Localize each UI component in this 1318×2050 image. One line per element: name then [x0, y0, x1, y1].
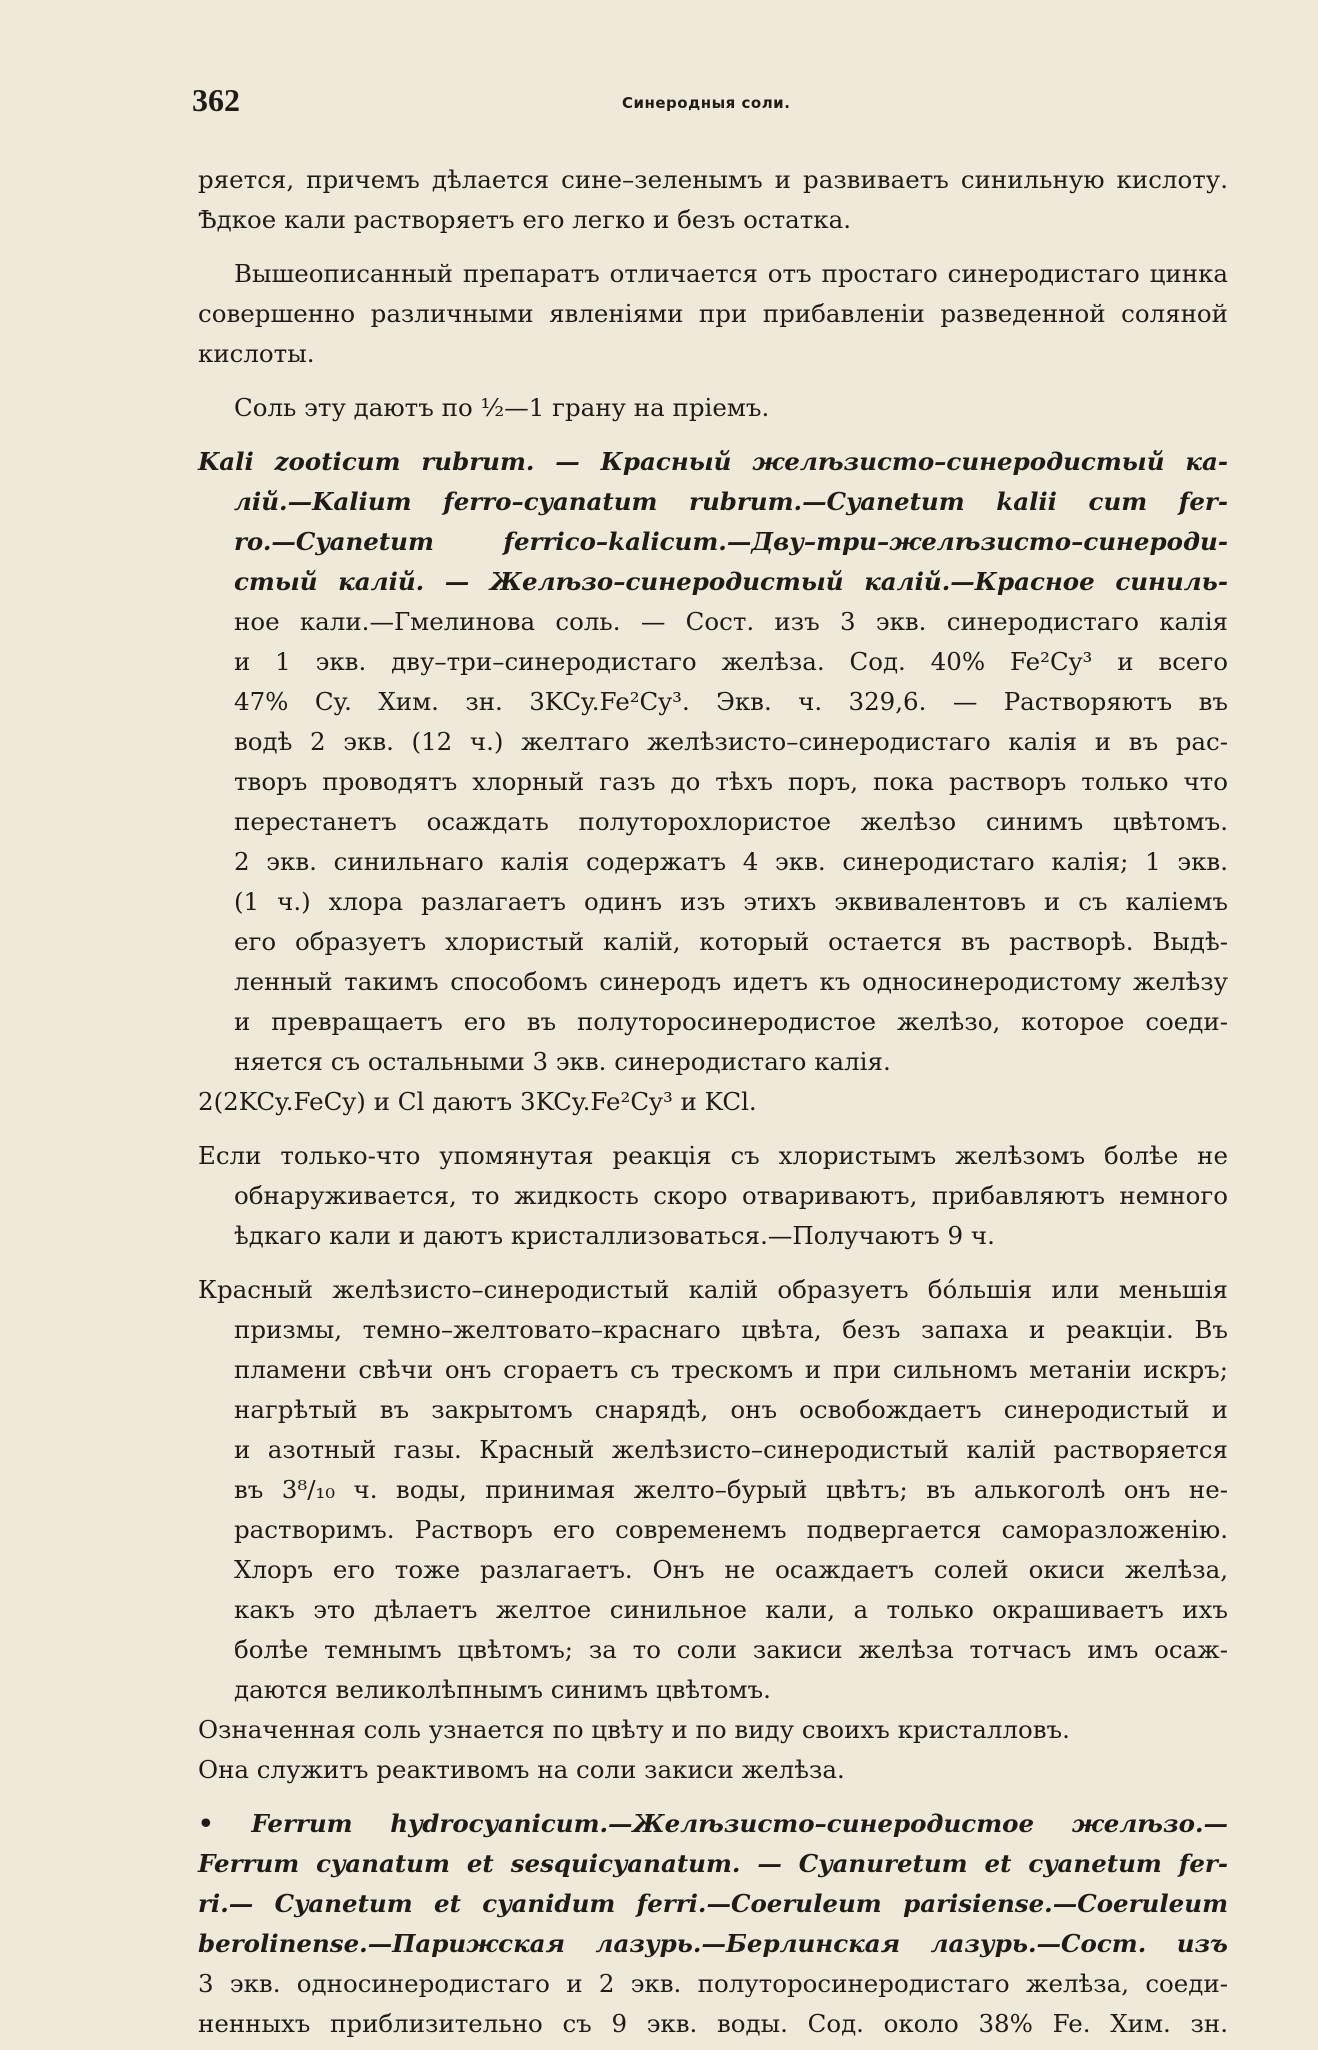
entry-heading-line: berolinense.—Парижская лазурь.—Берлинская лазурь.—Сост. изъ	[198, 1929, 1228, 1958]
text-line: нагрѣтый въ закрытомъ снарядѣ, онъ освобождаетъ синеродистый и	[234, 1395, 1228, 1424]
text-line: его образуетъ хлористый калій, который остается въ растворѣ. Выдѣ-	[234, 927, 1228, 956]
text-line: кислоты.	[198, 339, 315, 368]
text-line: совершенно различными явленіями при прибавленіи разведенной соляной	[198, 299, 1228, 328]
entry-heading-line: Kali zooticum rubrum. — Красный желѣзисто–синеродистый ка-	[198, 447, 1228, 476]
paragraph-1	[198, 160, 1228, 240]
text-line: ряется, причемъ дѣлается сине–зеленымъ и развиваетъ синильную кислоту.	[198, 165, 1228, 194]
paragraph-7	[198, 1750, 1228, 1790]
text-line: Она служитъ реактивомъ на соли закиси желѣза.	[198, 1755, 845, 1784]
entry-heading-line: • Ferrum hydrocyanicum.—Желѣзисто–синеродистое желѣзо.—	[198, 1809, 1228, 1838]
text-line: 3 экв. односинеродистаго и 2 экв. полуторосинеродистаго желѣза, соеди-	[198, 1969, 1228, 1998]
text-line: 2 экв. синильнаго калія содержатъ 4 экв. синеродистаго калія; 1 экв.	[234, 847, 1228, 876]
text-line: и азотный газы. Красный желѣзисто–синеродистый калій растворяется	[234, 1435, 1228, 1464]
text-line: призмы, темно–желтовато–краснаго цвѣта, безъ запаха и реакціи. Въ	[234, 1315, 1228, 1344]
text-line: Хлоръ его тоже разлагаетъ. Онъ не осаждаетъ солей окиси желѣза,	[234, 1555, 1228, 1584]
text-line: и превращаетъ его въ полуторосинеродистое желѣзо, которое соеди-	[234, 1007, 1228, 1036]
running-head: Синеродныя соли.	[622, 94, 791, 112]
formula-line: 2(2KCy.FeCy) и Cl даютъ 3KCy.Fe²Cy³ и KCl.	[198, 1087, 757, 1116]
entry-kali-zooticum-rubrum	[198, 442, 1228, 1082]
text-line: ѣдкаго кали и даютъ кристаллизоваться.—Получаютъ 9 ч.	[234, 1221, 995, 1250]
text-line: болѣе темнымъ цвѣтомъ; за то соли закиси желѣза тотчасъ имъ осаж-	[234, 1635, 1228, 1664]
text-line: и 1 экв. дву–три–синеродистаго желѣза. Сод. 40% Fe²Cy³ и всего	[234, 647, 1228, 676]
text-line: какъ это дѣлаетъ желтое синильное кали, а только окрашиваетъ ихъ	[234, 1595, 1228, 1624]
text-line: обнаруживается, то жидкость скоро отвариваютъ, прибавляютъ немного	[234, 1181, 1228, 1210]
reaction-formula	[198, 1082, 1228, 1122]
text-line: въ 3⁸/₁₀ ч. воды, принимая желто–бурый цвѣтъ; въ алькоголѣ онъ не-	[234, 1475, 1228, 1504]
page-number: 362	[192, 82, 240, 118]
paragraph-6	[198, 1710, 1228, 1750]
text-line: Если только-что упомянутая реакція съ хлористымъ желѣзомъ болѣе не	[198, 1141, 1228, 1170]
paragraph-3	[198, 388, 1228, 428]
text-line: водѣ 2 экв. (12 ч.) желтаго желѣзисто–синеродистаго калія и въ рас-	[234, 727, 1228, 756]
paragraph-4	[198, 1136, 1228, 1256]
page-header	[192, 82, 1232, 122]
entry-heading-line: лій.—Kalium ferro–cyanatum rubrum.—Cyanetum kalii cum fer-	[234, 487, 1228, 516]
text-line: 47% Cy. Хим. зн. 3KCy.Fe²Cy³. Экв. ч. 329,6. — Растворяютъ въ	[234, 687, 1228, 716]
text-line: Означенная соль узнается по цвѣту и по виду своихъ кристалловъ.	[198, 1715, 1070, 1744]
paragraph-2	[198, 254, 1228, 374]
text-line: няется съ остальными 3 экв. синеродистаго калія.	[234, 1047, 891, 1076]
text-line: ненныхъ приблизительно съ 9 экв. воды. Сод. около 38% Fe. Хим. зн.	[198, 2009, 1228, 2038]
paragraph-5	[198, 1270, 1228, 1710]
text-line: ное кали.—Гмелинова соль. — Сост. изъ 3 экв. синеродистаго калія	[234, 607, 1228, 636]
page-body	[198, 160, 1228, 2044]
text-line: перестанетъ осаждать полуторохлористое желѣзо синимъ цвѣтомъ.	[234, 807, 1228, 836]
text-line: пламени свѣчи онъ сгораетъ съ трескомъ и при сильномъ метаніи искръ;	[234, 1355, 1228, 1384]
text-line: творъ проводятъ хлорный газъ до тѣхъ поръ, пока растворъ только что	[234, 767, 1228, 796]
entry-heading-line: ri.— Cyanetum et cyanidum ferri.—Coeruleum parisiense.—Coeruleum	[198, 1889, 1228, 1918]
entry-heading-line: Ferrum cyanatum et sesquicyanatum. — Cyanuretum et cyanetum fer-	[198, 1849, 1228, 1878]
entry-ferrum-hydrocyanicum	[198, 1804, 1228, 2044]
text-line: Красный желѣзисто–синеродистый калій образуетъ бóльшія или меньшія	[198, 1275, 1228, 1304]
text-line: Вышеописанный препаратъ отличается отъ простаго синеродистаго цинка	[234, 259, 1228, 288]
text-line: даются великолѣпнымъ синимъ цвѣтомъ.	[234, 1675, 771, 1704]
entry-heading-line: ro.—Cyanetum ferrico–kalicum.—Дву–три–желѣзисто–синероди-	[234, 527, 1228, 556]
text-line: ленный такимъ способомъ синеродъ идетъ къ односинеродистому желѣзу	[234, 967, 1228, 996]
text-line: Ѣдкое кали растворяетъ его легко и безъ остатка.	[198, 205, 851, 234]
text-line: (1 ч.) хлора разлагаетъ одинъ изъ этихъ эквивалентовъ и съ каліемъ	[234, 887, 1228, 916]
text-line: Соль эту даютъ по ½—1 грану на пріемъ.	[234, 393, 770, 422]
entry-heading-line: стый калій. — Желѣзо–синеродистый калій.—Красное синиль-	[234, 567, 1228, 596]
text-line: растворимъ. Растворъ его современемъ подвергается саморазложенію.	[234, 1515, 1228, 1544]
